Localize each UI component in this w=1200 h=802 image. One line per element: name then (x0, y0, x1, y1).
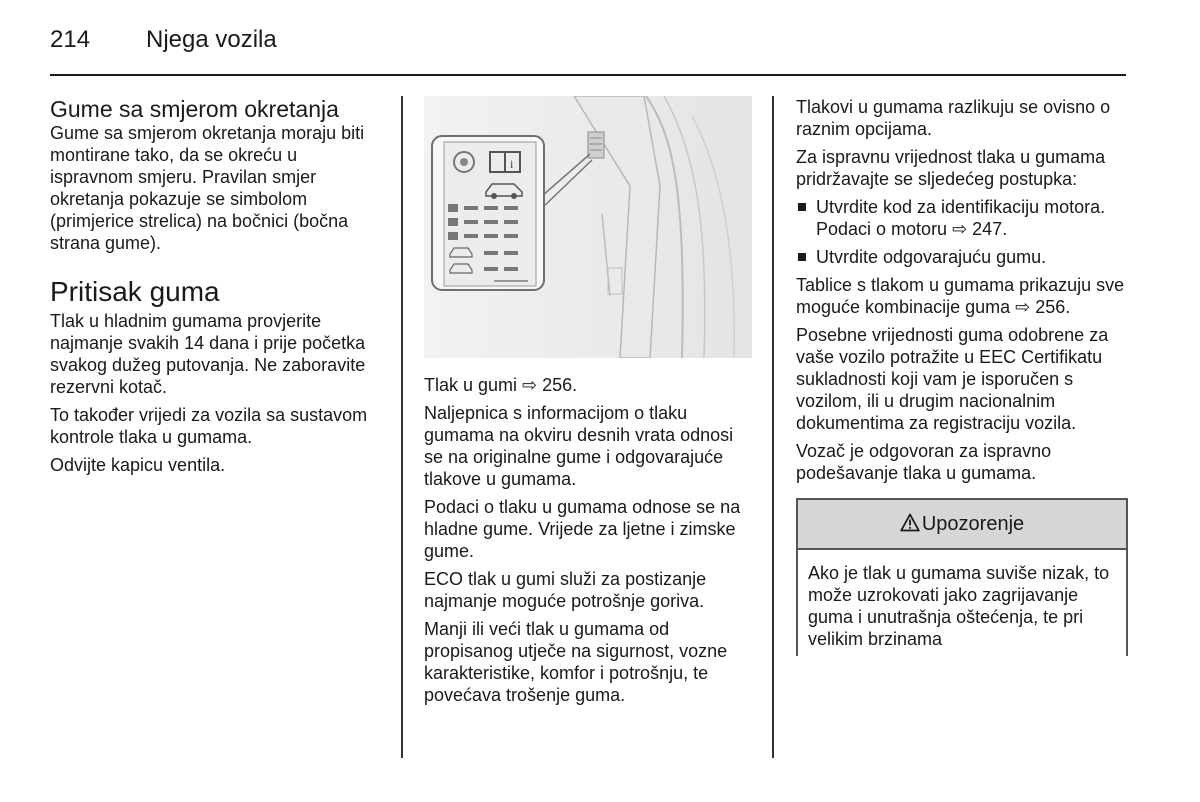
column-left (50, 96, 380, 482)
page-header (50, 26, 1126, 76)
column-right (796, 96, 1126, 656)
paragraph: Tablice s tlakom u gumama prikazuju sve moguće kombinacije guma ⇨ 256. (796, 275, 1125, 317)
bullet-item: Utvrdite odgovarajuću gumu. (796, 246, 1126, 268)
warning-box (796, 498, 1128, 656)
paragraph: Tlak u hladnim gumama provjerite najmanje svakih 14 dana i prije početka svakog dužeg putovanja. Ne zaboravite rezervni kotač. (50, 311, 366, 397)
section-heading-directional-tyres: Gume sa smjerom okretanja (50, 96, 339, 122)
paragraph: Posebne vrijednosti guma odobrene za vaše vozilo potražite u EEC Certifikatu sukladnosti koji vam je isporučen s vozilom, ili u drugim nacionalnim dokumentima za registraciju vozila. (796, 325, 1109, 433)
figure-caption: Tlak u gumi ⇨ 256. (424, 375, 578, 395)
paragraph: Za ispravnu vrijednost tlaka u gumama pridržavajte se sljedećeg postupka: (796, 147, 1106, 189)
section-heading-tyre-pressure: Pritisak guma (50, 276, 220, 307)
warning-header (798, 500, 1126, 550)
warning-triangle-icon (900, 502, 920, 550)
paragraph: Odvijte kapicu ventila. (50, 455, 226, 475)
paragraph: Vozač je odgovoran za ispravno podešavanje tlaka u gumama. (796, 441, 1052, 483)
warning-title: Upozorenje (921, 513, 1025, 535)
page-title: Njega vozila (146, 26, 277, 53)
door-frame-illustration (424, 96, 752, 358)
paragraph: Gume sa smjerom okretanja moraju biti montirane tako, da se okreću u ispravnom smjeru. Pravilan smjer okretanja pokazuje se simbolom (primjerice strelica) na bočnici (bočna strana gume). (50, 123, 365, 253)
paragraph: Podaci o tlaku u gumama odnose se na hladne gume. Vrijede za ljetne i zimske gume. (424, 497, 741, 561)
column-middle (424, 96, 754, 712)
tyre-pressure-label-illustration (424, 96, 752, 358)
header-divider (50, 74, 1126, 76)
paragraph: To također vrijedi za vozila sa sustavom kontrole tlaka u gumama. (50, 405, 368, 447)
paragraph: Manji ili veći tlak u gumama od propisanog utječe na sigurnost, vozne karakteristike, komfor i potrošnju, te povećava trošenje guma. (424, 619, 728, 705)
paragraph: Tlakovi u gumama razlikuju se ovisno o raznim opcijama. (796, 97, 1111, 139)
column-divider-right (772, 96, 774, 758)
paragraph: Naljepnica s informacijom o tlaku gumama na okviru desnih vrata odnosi se na originalne gume i odgovarajuće tlakove u gumama. (424, 403, 734, 489)
warning-text: Ako je tlak u gumama suviše nizak, to može uzrokovati jako zagrijavanje guma i unutrašnja oštećenja, te pri velikim brzinama (808, 563, 1110, 649)
svg-text:i: i (510, 157, 514, 171)
bullet-item: Utvrdite kod za identifikaciju motora. Podaci o motoru ⇨ 247. (796, 196, 1126, 240)
paragraph: ECO tlak u gumi služi za postizanje najmanje moguće potrošnje goriva. (424, 569, 707, 611)
page-number: 214 (50, 26, 91, 53)
column-divider-left (401, 96, 403, 758)
